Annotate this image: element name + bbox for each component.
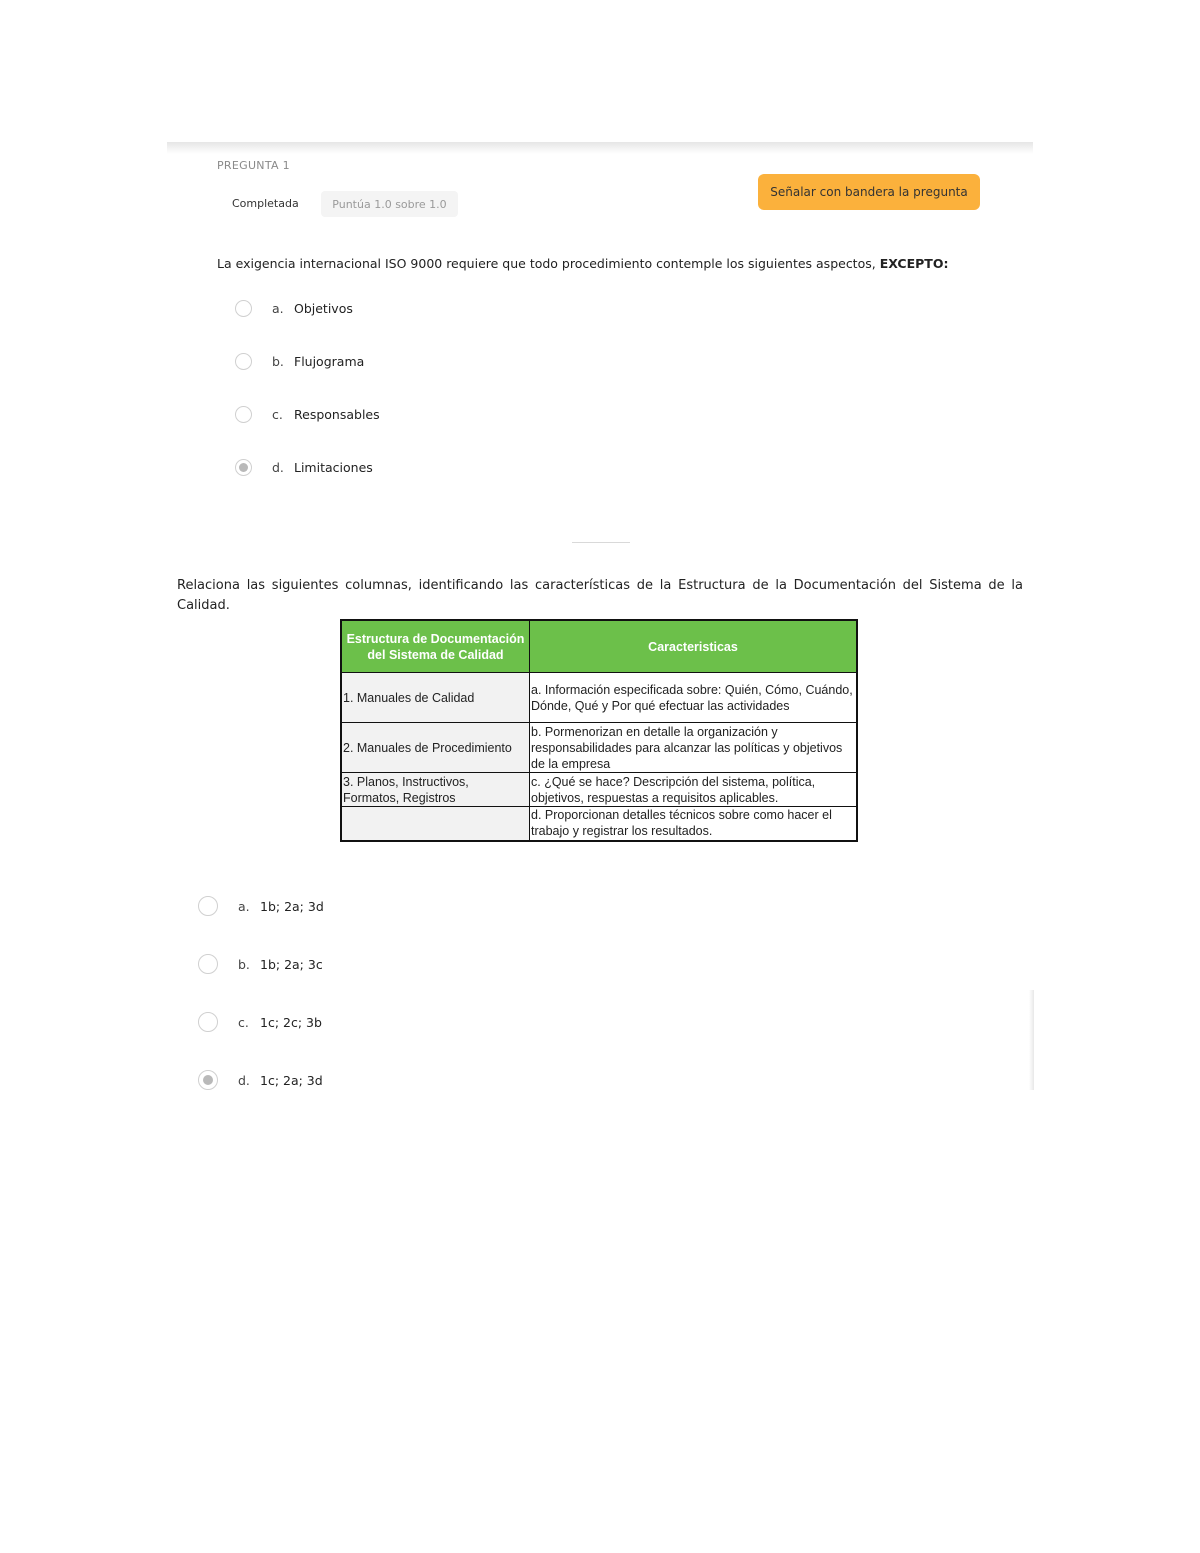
table-row [341,773,857,807]
q1-option-b-letter: b. [272,354,284,369]
q2-option-c-text: 1c; 2c; 3b [260,1014,322,1030]
table-cell: d. Proporcionan detalles técnicos sobre como hacer el trabajo y registrar los resultados. [530,807,858,841]
question-number: PREGUNTA 1 [217,159,290,172]
question-grade: Puntúa 1.0 sobre 1.0 [321,191,458,217]
q1-option-a-letter: a. [272,301,284,316]
q1-option-c[interactable] [235,406,380,423]
q2-option-a-text: 1b; 2a; 3d [260,898,324,914]
q1-option-d-letter: d. [272,460,284,475]
question-divider [572,542,630,543]
table-cell [341,807,530,841]
documentation-table [340,619,858,842]
table-cell: b. Pormenorizan en detalle la organización y responsabilidades para alcanzar las políticas y objetivos de la empresa [530,723,858,773]
question2-text: Relaciona las siguientes columnas, identificando las características de la Estructura de la Documentación del Sistema de la Calidad. [177,578,1023,613]
q1-option-c-radio[interactable] [235,406,252,423]
q2-option-d-radio[interactable] [198,1070,218,1090]
question1-text: La exigencia internacional ISO 9000 requiere que todo procedimiento contemple los siguientes aspectos, EXCEPTO: [217,256,949,271]
q2-option-b-text: 1b; 2a; 3c [260,956,323,972]
table-cell: 2. Manuales de Procedimiento [341,723,530,773]
q2-option-a[interactable] [198,896,324,916]
question-state: Completada [232,197,299,210]
q2-option-d-text: 1c; 2a; 3d [260,1072,323,1088]
flag-question-button[interactable]: Señalar con bandera la pregunta [758,174,980,210]
q1-option-c-letter: c. [272,407,283,422]
q1-option-d-radio[interactable] [235,459,252,476]
q1-option-b-text: Flujograma [294,354,365,369]
q2-option-d[interactable] [198,1070,323,1090]
table-cell: c. ¿Qué se hace? Descripción del sistema, política, objetivos, respuestas a requisitos aplicables. [530,773,858,807]
q1-option-c-text: Responsables [294,407,380,422]
q1-option-b[interactable] [235,353,364,370]
table-cell: 1. Manuales de Calidad [341,673,530,723]
q1-option-a-text: Objetivos [294,301,353,316]
q1-option-b-radio[interactable] [235,353,252,370]
q1-option-d[interactable] [235,459,373,476]
question1-text-bold: EXCEPTO: [879,256,949,271]
q2-option-c[interactable] [198,1012,322,1032]
q1-option-a[interactable] [235,300,353,317]
q2-option-c-letter: c. [238,1014,249,1030]
table-row [341,807,857,841]
table-cell: 3. Planos, Instructivos, Formatos, Registros [341,773,530,807]
q2-option-a-radio[interactable] [198,896,218,916]
q2-option-b-radio[interactable] [198,954,218,974]
q1-option-d-text: Limitaciones [294,460,373,475]
q2-option-b-letter: b. [238,956,250,972]
table-header-characteristics: Caracteristicas [530,620,858,673]
table-cell: a. Información especificada sobre: Quién, Cómo, Cuándo, Dónde, Qué y Por qué efectuar las actividades [530,673,858,723]
q2-option-d-letter: d. [238,1072,250,1088]
table-row [341,673,857,723]
table-header-row [341,620,857,673]
q1-option-a-radio[interactable] [235,300,252,317]
card-top-shadow [167,142,1033,154]
drawer-edge [1029,990,1034,1090]
q2-option-b[interactable] [198,954,323,974]
q2-option-c-radio[interactable] [198,1012,218,1032]
table-row [341,723,857,773]
q2-option-a-letter: a. [238,898,250,914]
table-header-structure: Estructura de Documentación del Sistema de Calidad [341,620,530,673]
